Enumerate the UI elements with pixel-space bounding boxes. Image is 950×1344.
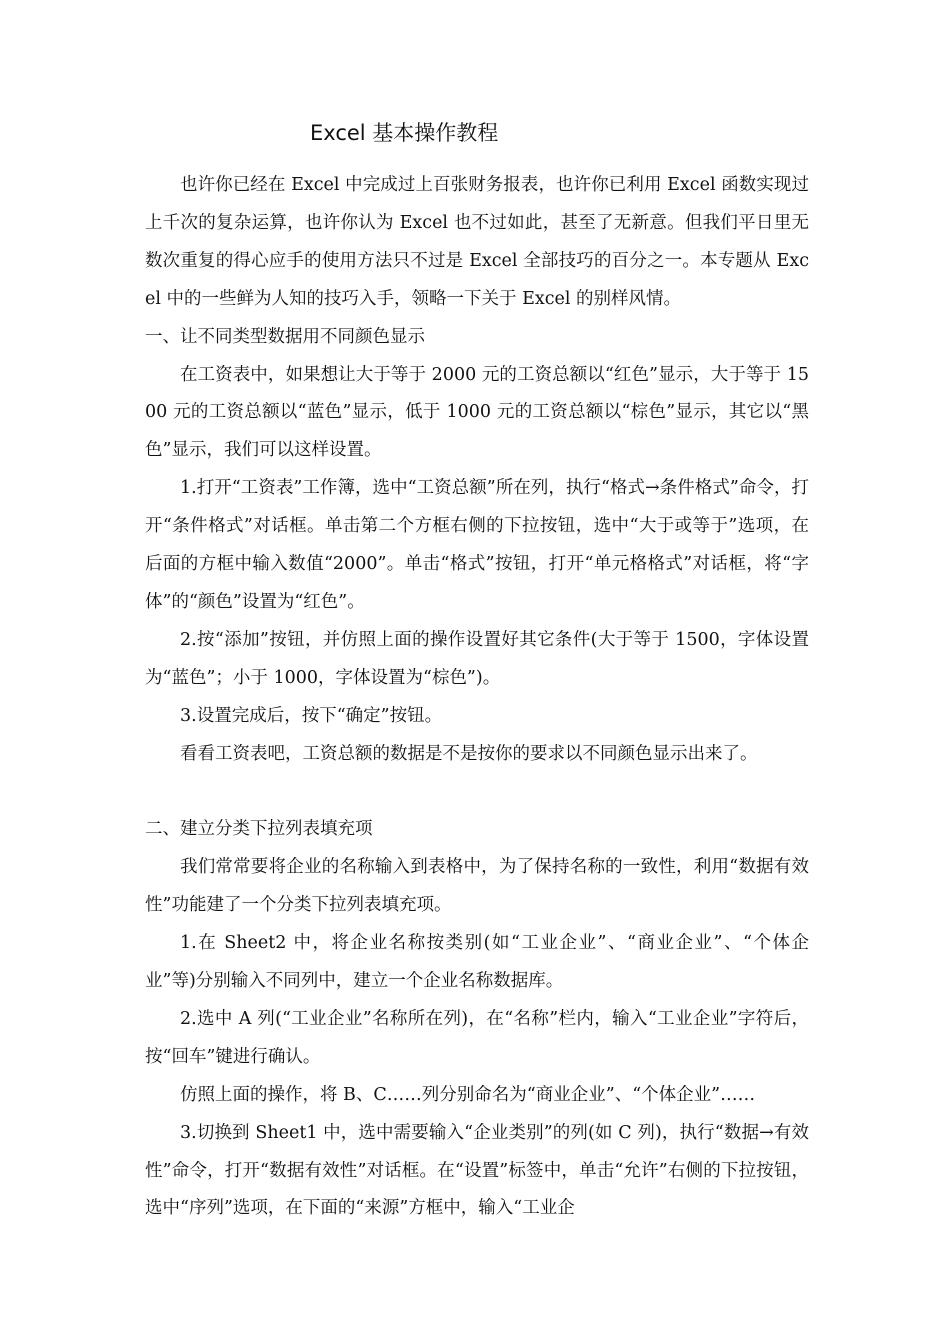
section-spacer bbox=[145, 774, 809, 812]
section-1-conclusion: 看看工资表吧，工资总额的数据是不是按你的要求以不同颜色显示出来了。 bbox=[180, 743, 758, 764]
section-2-step-3: 3.切换到 Sheet1 中，选中需要输入“企业类别”的列(如 C 列)，执行“数据→有效性”命令，打开“数据有效性”对话框。在“设置”标签中，单击“允许”右侧的下拉按钮，选中“序列”选项，在下面的“来源”方框中，输入“工业企 bbox=[145, 1122, 809, 1219]
section-2-step-2: 2.选中 A 列(“工业企业”名称所在列)，在“名称”栏内，输入“工业企业”字符后，按“回车”键进行确认。 bbox=[145, 1008, 809, 1067]
section-1-paragraph-1: 在工资表中，如果想让大于等于 2000 元的工资总额以“红色”显示，大于等于 1500 元的工资总额以“蓝色”显示，低于 1000 元的工资总额以“棕色”显示，其它以“黑色”显示，我们可以这样设置。 bbox=[145, 364, 809, 461]
section-1-step-3: 3.设置完成后，按下“确定”按钮。 bbox=[180, 705, 443, 726]
section-2-heading: 二、建立分类下拉列表填充项 bbox=[145, 819, 373, 840]
section-2-note: 仿照上面的操作，将 B、C……列分别命名为“商业企业”、“个体企业”…… bbox=[180, 1084, 756, 1105]
section-1-heading: 一、让不同类型数据用不同颜色显示 bbox=[145, 326, 425, 347]
section-1-step-2: 2.按“添加”按钮，并仿照上面的操作设置好其它条件(大于等于 1500，字体设置为“蓝色”；小于 1000，字体设置为“棕色”)。 bbox=[145, 629, 809, 688]
document-body bbox=[145, 167, 809, 1228]
intro-paragraph: 也许你已经在 Excel 中完成过上百张财务报表，也许你已利用 Excel 函数实现过上千次的复杂运算，也许你认为 Excel 也不过如此，甚至了无新意。但我们平日里无数次重复的得心应手的使用方法只不过是 Excel 全部技巧的百分之一。本专题从 Excel 中的一些鲜为人知的技巧入手，领略一下关于 Excel 的别样风情。 bbox=[145, 175, 809, 309]
document-title: Excel 基本操作教程 bbox=[310, 121, 499, 145]
section-1-step-1: 1.打开“工资表”工作簿，选中“工资总额”所在列，执行“格式→条件格式”命令，打开“条件格式”对话框。单击第二个方框右侧的下拉按钮，选中“大于或等于”选项，在后面的方框中输入数值“2000”。单击“格式”按钮，打开“单元格格式”对话框，将“字体”的“颜色”设置为“红色”。 bbox=[145, 478, 809, 612]
section-2-step-1: 1.在 Sheet2 中，将企业名称按类别(如“工业企业”、“商业企业”、“个体企业”等)分别输入不同列中，建立一个企业名称数据库。 bbox=[145, 933, 809, 992]
section-2-paragraph-1: 我们常常要将企业的名称输入到表格中，为了保持名称的一致性，利用“数据有效性”功能建了一个分类下拉列表填充项。 bbox=[145, 857, 809, 916]
